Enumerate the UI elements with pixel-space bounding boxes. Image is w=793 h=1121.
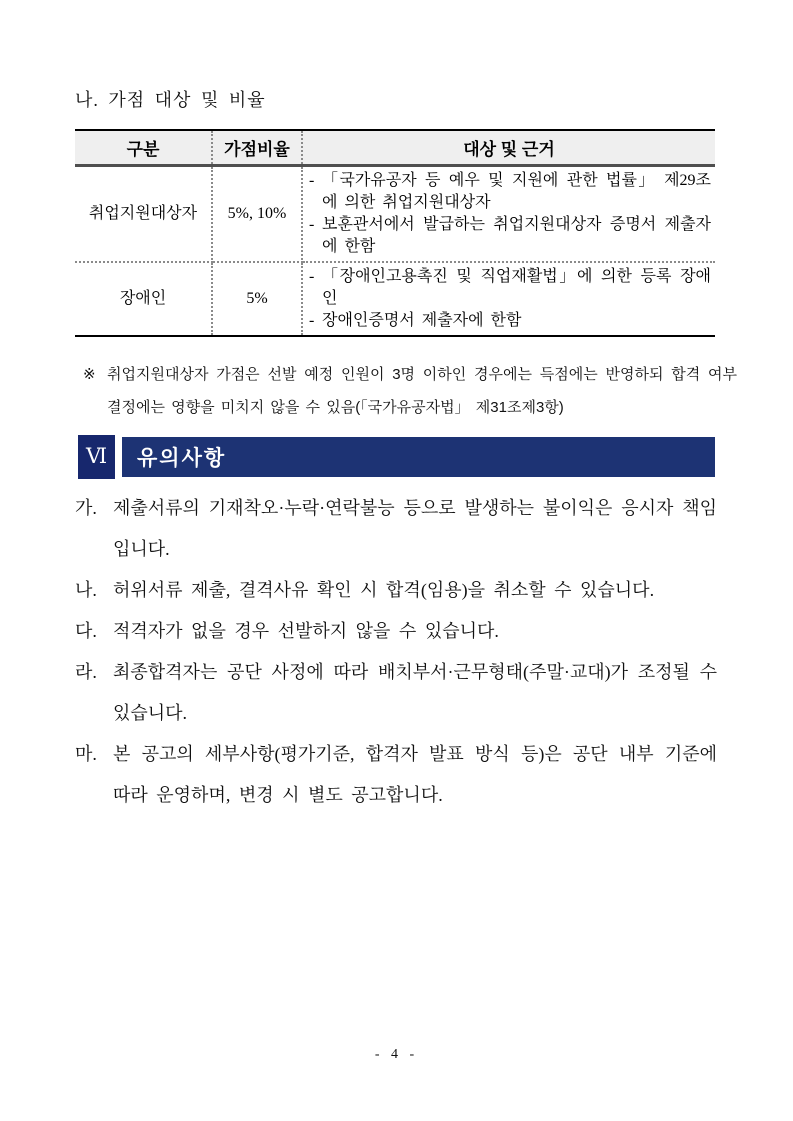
basis-detail-text: 보훈관서에서 발급하는 취업지원대상자 증명서 제출자에 한함 [322, 215, 711, 255]
column-header-category: 구분 [75, 130, 212, 165]
dash-marker: - [309, 171, 315, 189]
list-item [75, 611, 717, 652]
notice-list [75, 488, 717, 816]
section-title: 유의사항 [137, 446, 227, 470]
dash-marker: - [309, 215, 315, 233]
section-vi-header [78, 435, 715, 479]
basis-detail [307, 170, 711, 214]
footnote-text: 취업지원대상자 가점은 선발 예정 인원이 3명 이하인 경우에는 득점에는 반영하되 합격 여부 결정에는 영향을 미치지 않을 수 있음(「국가유공자법」 제31조제3항) [107, 365, 737, 416]
bonus-points-table [75, 129, 715, 337]
list-item-text: 제출서류의 기재착오·누락·연락불능 등으로 발생하는 불이익은 응시자 책임입니다. [113, 497, 717, 559]
cell-basis [302, 262, 715, 336]
list-item-marker: 마. [75, 743, 97, 764]
cell-category: 취업지원대상자 [75, 165, 212, 262]
list-item [75, 488, 717, 570]
list-item [75, 652, 717, 734]
cell-ratio: 5% [212, 262, 302, 336]
cell-ratio: 5%, 10% [212, 165, 302, 262]
section-numeral-badge [78, 435, 115, 479]
dash-marker: - [309, 311, 315, 329]
list-item-text: 본 공고의 세부사항(평가기준, 합격자 발표 방식 등)은 공단 내부 기준에 따라 운영하며, 변경 시 별도 공고합니다. [113, 743, 717, 805]
basis-detail [307, 214, 711, 258]
section-numeral: Ⅵ [85, 444, 108, 468]
list-item-marker: 나. [75, 579, 97, 600]
list-item-marker: 라. [75, 661, 97, 682]
basis-detail-text: 「장애인고용촉진 및 직업재활법」에 의한 등록 장애인 [322, 267, 711, 307]
dash-marker: - [309, 267, 315, 285]
footnote [75, 358, 737, 424]
list-item-marker: 가. [75, 497, 97, 518]
basis-detail [307, 310, 711, 332]
page-number: - 4 - [374, 1047, 419, 1062]
cell-basis [302, 165, 715, 262]
section-title-bar [122, 437, 715, 477]
column-header-ratio: 가점비율 [212, 130, 302, 165]
list-item-text: 최종합격자는 공단 사정에 따라 배치부서·근무형태(주말·교대)가 조정될 수 있습니다. [113, 661, 717, 723]
list-item-text: 적격자가 없을 경우 선발하지 않을 수 있습니다. [113, 620, 499, 641]
basis-detail [307, 266, 711, 310]
list-item-marker: 다. [75, 620, 97, 641]
cell-category: 장애인 [75, 262, 212, 336]
list-item [75, 734, 717, 816]
reference-mark-icon: ※ [83, 365, 96, 383]
subsection-heading: 나. 가점 대상 및 비율 [75, 90, 266, 110]
basis-detail-text: 장애인증명서 제출자에 한함 [322, 311, 522, 329]
table-header-row [75, 130, 715, 165]
list-item [75, 570, 717, 611]
list-item-text: 허위서류 제출, 결격사유 확인 시 합격(임용)을 취소할 수 있습니다. [113, 579, 655, 600]
table-row [75, 165, 715, 262]
table-row [75, 262, 715, 336]
basis-detail-text: 「국가유공자 등 예우 및 지원에 관한 법률」 제29조에 의한 취업지원대상자 [322, 171, 711, 211]
column-header-basis: 대상 및 근거 [302, 130, 715, 165]
